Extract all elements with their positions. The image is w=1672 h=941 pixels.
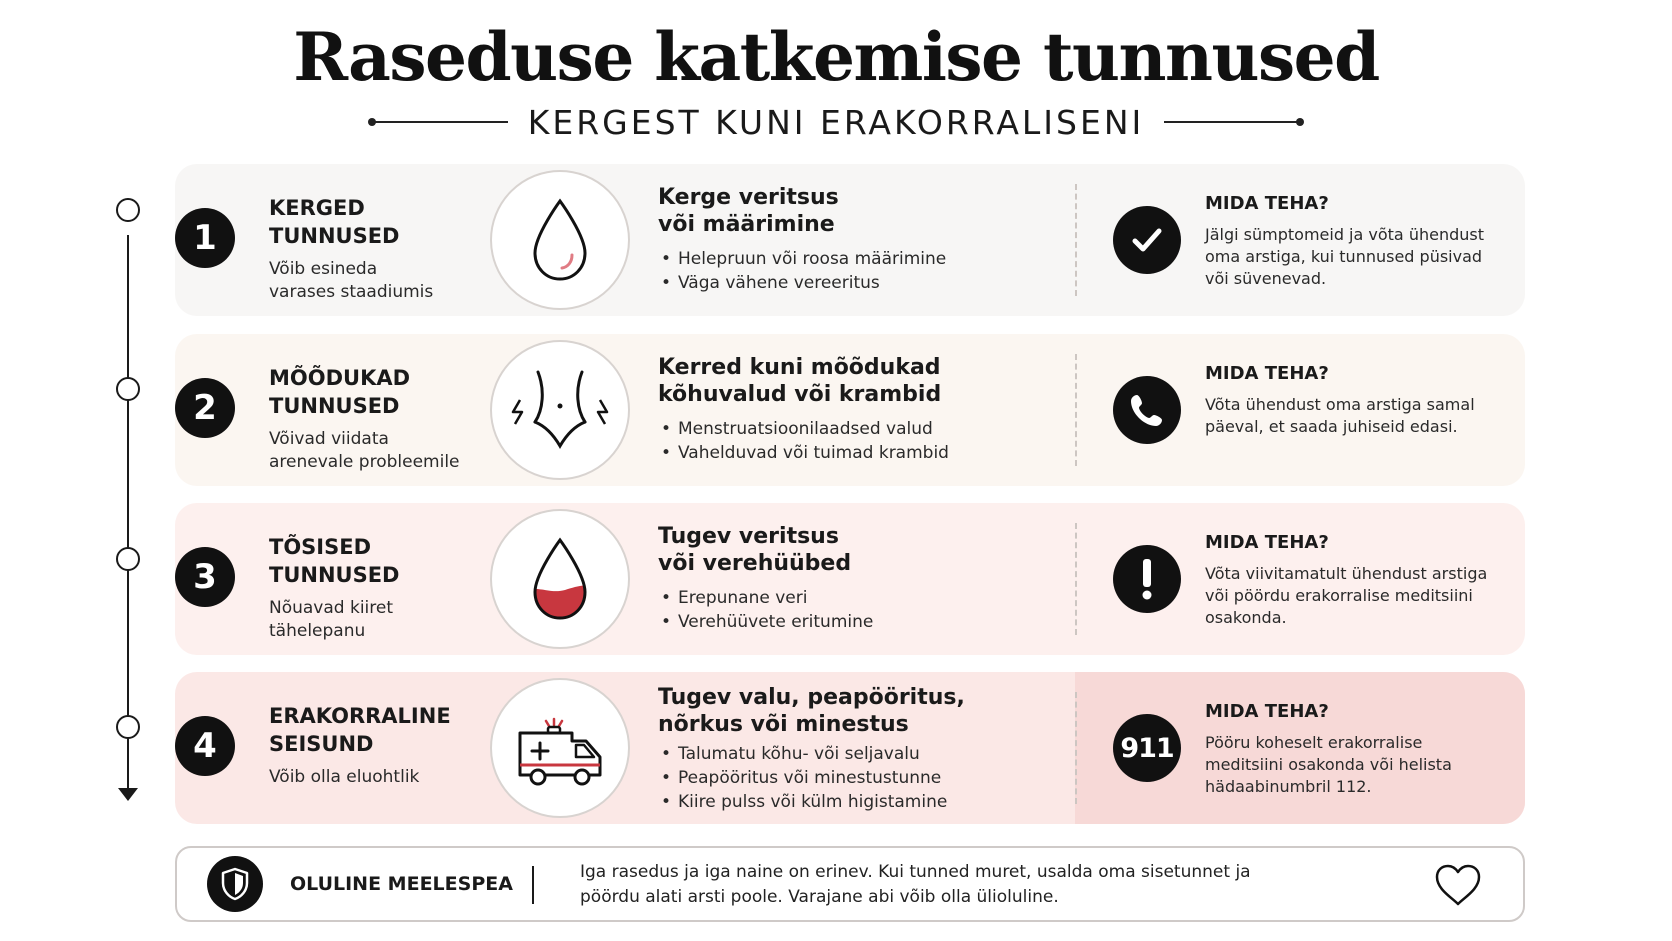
- reminder-label: OLULINE MEELESPEA: [290, 873, 513, 895]
- action-text: Võta ühendust oma arstiga samal päeval, et saada juhiseid edasi.: [1205, 395, 1475, 436]
- step-number-badge: 1: [175, 208, 235, 268]
- action-block: [1205, 700, 1505, 798]
- level-title: KERGED TUNNUSED: [269, 196, 400, 248]
- severity-row-1: [175, 164, 1525, 316]
- heart-icon: [1433, 862, 1483, 912]
- step-number-badge: 2: [175, 378, 235, 438]
- symptom-list: [658, 247, 1088, 295]
- subtitle-rule-left: [370, 121, 508, 123]
- action-text: Jälgi sümptomeid ja võta ühendust oma arstiga, kui tunnused püsivad või süvenevad.: [1205, 225, 1484, 288]
- symptom-title: Kerred kuni mõõdukad kõhuvalud või krambid: [658, 355, 942, 407]
- severity-row-4: [175, 672, 1525, 824]
- page-subtitle: KERGEST KUNI ERAKORRALISENI: [527, 102, 1145, 142]
- action-title: MIDA TEHA?: [1205, 701, 1329, 722]
- timeline-dot: [116, 715, 140, 739]
- symptom-bullet: • Erepunane veri: [658, 586, 1088, 610]
- exclamation-icon: [1113, 545, 1181, 613]
- severity-level: [269, 364, 479, 474]
- abdomen-pain-icon: [490, 340, 630, 480]
- action-block: [1205, 531, 1505, 629]
- drop-icon: [490, 170, 630, 310]
- dashed-divider: [1075, 523, 1077, 635]
- level-title: ERAKORRALINE SEISUND: [269, 704, 451, 756]
- level-description: Nõuavad kiiret tähelepanu: [269, 598, 394, 641]
- action-block: [1205, 192, 1505, 290]
- checkmark-icon: [1113, 206, 1181, 274]
- reminder-box: [175, 846, 1525, 922]
- emergency-number-badge: 911: [1113, 714, 1181, 782]
- symptom-title: Tugev veritsus või verehüübed: [658, 524, 852, 576]
- severity-level: [269, 533, 479, 643]
- symptom-block: [658, 523, 1088, 634]
- level-title: MÕÕDUKAD TUNNUSED: [269, 366, 411, 418]
- page-title: Raseduse katkemise tunnused: [293, 18, 1379, 96]
- severity-row-3: [175, 503, 1525, 655]
- reminder-text: Iga rasedus ja iga naine on erinev. Kui tunned muret, usalda oma sisetunnet ja pöördu alati arsti poole. Varajane abi võib olla ülioluline.: [580, 862, 1251, 907]
- subtitle-row: [0, 100, 1672, 144]
- symptom-bullet: • Menstruatsioonilaadsed valud: [658, 417, 1088, 441]
- timeline-dot: [116, 547, 140, 571]
- action-title: MIDA TEHA?: [1205, 363, 1329, 384]
- dashed-divider: [1075, 184, 1077, 296]
- symptom-block: [658, 684, 1088, 814]
- severity-level: [269, 702, 479, 789]
- level-description: Võivad viidata arenevale probleemile: [269, 429, 460, 472]
- symptom-title: Kerge veritsus või määrimine: [658, 185, 839, 237]
- subtitle-rule-right: [1164, 121, 1302, 123]
- action-text: Pööru koheselt erakorralise meditsiini osakonda või helista hädaabinumbril 112.: [1205, 733, 1452, 796]
- symptom-block: [658, 354, 1088, 465]
- shield-icon: [207, 856, 263, 912]
- level-description: Võib esineda varases staadiumis: [269, 259, 434, 302]
- severity-level: [269, 194, 479, 304]
- symptom-bullet: • Peapööritus või minestustunne: [658, 766, 1088, 790]
- severity-row-2: [175, 334, 1525, 486]
- action-title: MIDA TEHA?: [1205, 532, 1329, 553]
- timeline-line: [127, 235, 129, 790]
- symptom-bullet: • Väga vähene vereeritus: [658, 271, 1088, 295]
- timeline-dot: [116, 377, 140, 401]
- reminder-separator: [532, 866, 534, 904]
- symptom-bullet: • Kiire pulss või külm higistamine: [658, 790, 1088, 814]
- symptom-bullet: • Verehüüvete eritumine: [658, 610, 1088, 634]
- action-text: Võta viivitamatult ühendust arstiga või pöördu erakorralise meditsiini osakonda.: [1205, 564, 1488, 627]
- timeline-dot: [116, 198, 140, 222]
- step-number-badge: 3: [175, 547, 235, 607]
- level-description: Võib olla eluohtlik: [269, 767, 420, 787]
- ambulance-icon: [490, 678, 630, 818]
- level-title: TÕSISED TUNNUSED: [269, 535, 400, 587]
- symptom-block: [658, 184, 1088, 295]
- symptom-list: [658, 586, 1088, 634]
- action-title: MIDA TEHA?: [1205, 193, 1329, 214]
- filled-drop-icon: [490, 509, 630, 649]
- symptom-title: Tugev valu, peapööritus, nõrkus või minestus: [658, 685, 965, 737]
- phone-icon: [1113, 376, 1181, 444]
- symptom-bullet: • Talumatu kõhu- või seljavalu: [658, 742, 1088, 766]
- step-number-badge: 4: [175, 716, 235, 776]
- dashed-divider: [1075, 692, 1077, 804]
- symptom-bullet: • Helepruun või roosa määrimine: [658, 247, 1088, 271]
- timeline-arrow-icon: [118, 788, 138, 801]
- action-block: [1205, 362, 1505, 438]
- symptom-bullet: • Vahelduvad või tuimad krambid: [658, 441, 1088, 465]
- dashed-divider: [1075, 354, 1077, 466]
- symptom-list: [658, 742, 1088, 814]
- symptom-list: [658, 417, 1088, 465]
